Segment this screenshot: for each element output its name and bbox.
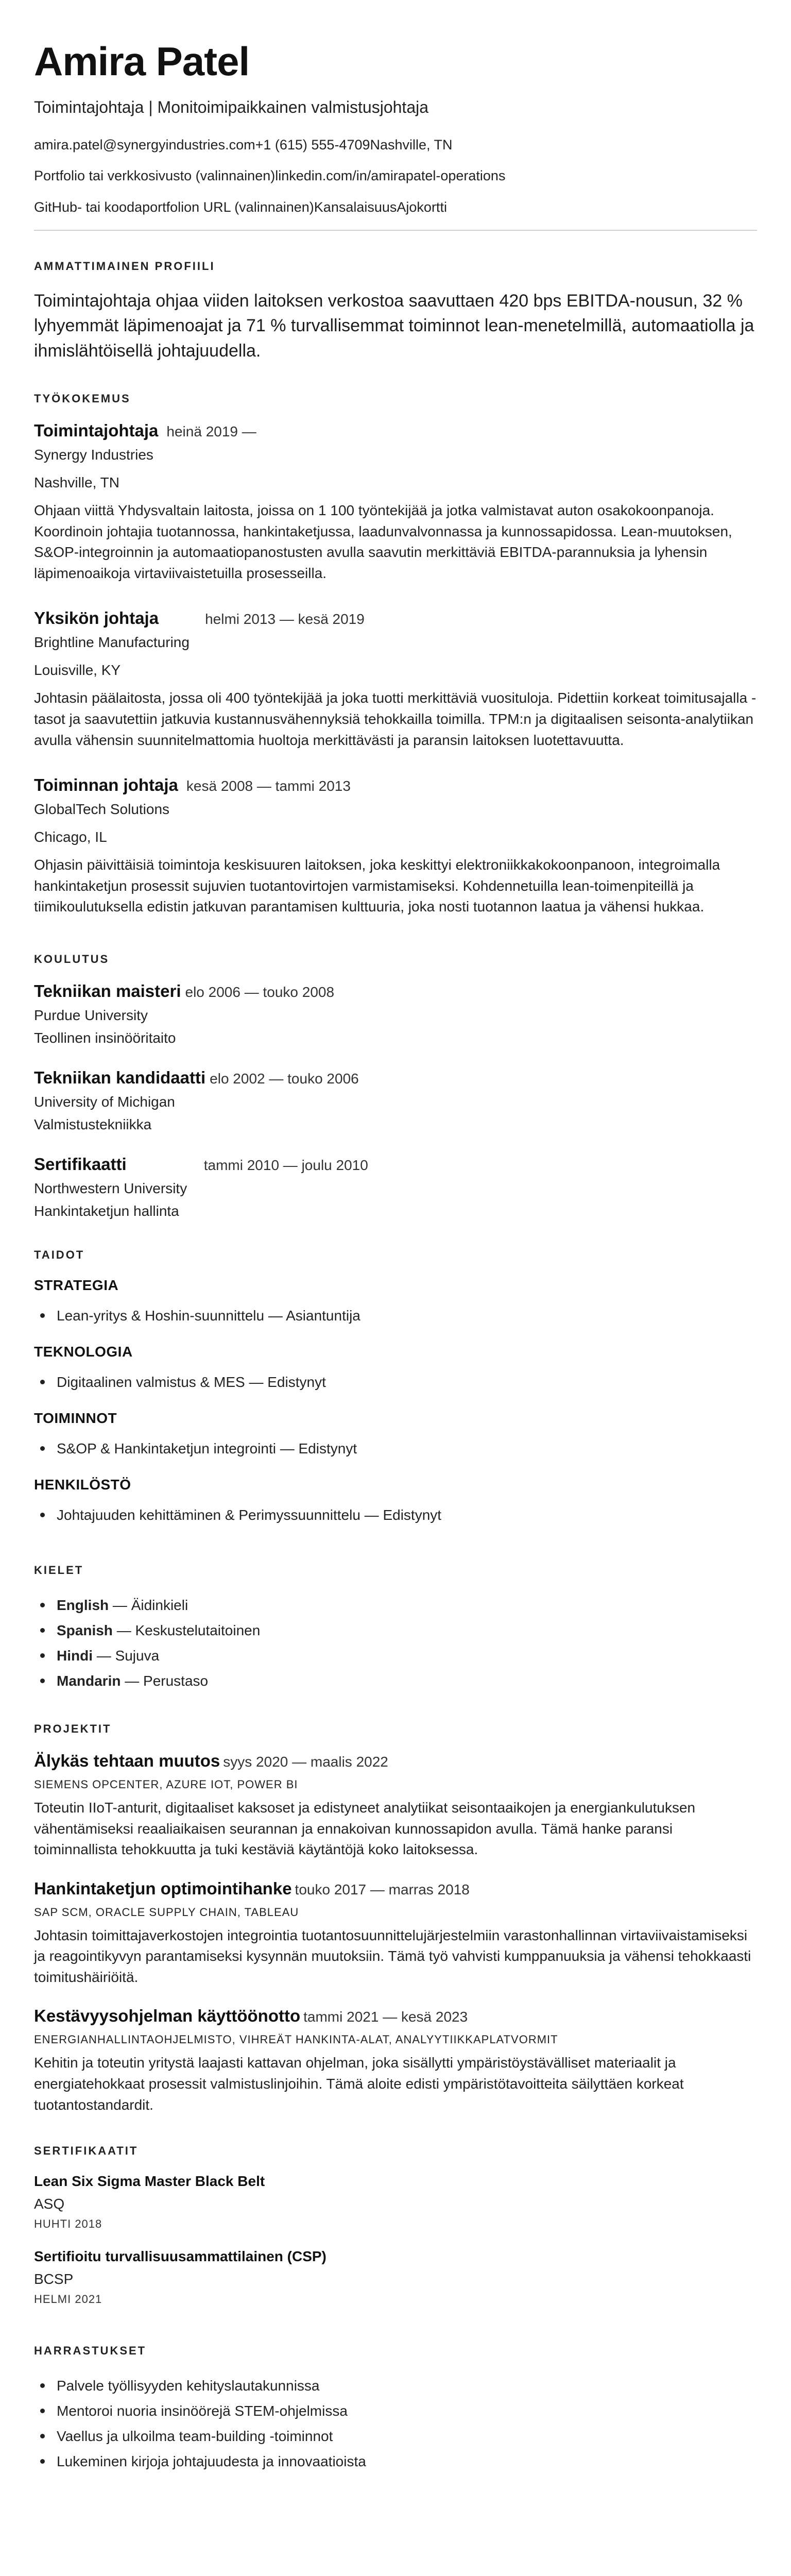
candidate-name: Amira Patel [34, 39, 250, 84]
project-title: Älykäs tehtaan muutos [34, 1751, 220, 1770]
section-title: PROJEKTIT [34, 1722, 112, 1735]
section-title: TYÖKOKEMUS [34, 392, 131, 405]
degree-title: Tekniikan maisteri [34, 981, 181, 1001]
education-item [34, 1155, 757, 1219]
field-of-study: Teollinen insinööritaito [34, 1029, 176, 1046]
education-date: tammi 2010 — joulu 2010 [203, 1157, 368, 1173]
skill-category: TEKNOLOGIA [34, 1343, 133, 1360]
hobby-list [34, 2373, 757, 2474]
hobbies-section [34, 2324, 757, 2474]
company-name: Brightline Manufacturing [34, 634, 190, 651]
section-title: AMMATTIMAINEN PROFIILI [34, 260, 215, 273]
project-date: tammi 2021 — kesä 2023 [303, 2009, 468, 2025]
job-description: Ohjaan viittä Yhdysvaltain laitosta, joissa on 1 100 työntekijää ja jotka valmistavat auton osakokoonpanoja. Koordinoin johtajia tuotannossa, hankintaketjussa, laadunvalvonnassa ja kunnossapidossa. Lean-muutoksen, S&OP-integroinnin ja automaatiopanostusten avulla saavutin merkittäviä EBITDA-parannuksia ja lyhensin läpimenoaikoja virtaviivaistetuilla prosesseilla. [34, 502, 732, 581]
project-title: Kestävyysohjelman käyttöönotto [34, 2006, 301, 2026]
skill-group [34, 1277, 757, 1328]
separator: — [112, 1622, 135, 1638]
job-date: heinä 2019 — [166, 423, 256, 439]
section-title: TAIDOT [34, 1248, 85, 1261]
hobby-item: Mentoroi nuoria insinöörejä STEM-ohjelmissa [34, 2398, 757, 2424]
contact-row-1 [34, 137, 757, 153]
experience-item [34, 775, 757, 918]
profile-section [34, 231, 757, 363]
experience-section [34, 363, 757, 918]
hobby-item: Lukeminen kirjoja johtajuudesta ja innovaatioista [34, 2449, 757, 2474]
portfolio-link[interactable]: Portfolio tai verkkosivusto (valinnainen) [34, 168, 276, 184]
separator: — [93, 1647, 115, 1664]
company-name: Synergy Industries [34, 446, 153, 463]
language-item [34, 1592, 757, 1618]
language-level: Sujuva [115, 1647, 160, 1664]
education-date: elo 2006 — touko 2008 [185, 984, 335, 1000]
contact-row-3 [34, 199, 757, 215]
resume-header [34, 41, 757, 231]
experience-item [34, 608, 757, 751]
section-title: KOULUTUS [34, 952, 110, 965]
school-name: Purdue University [34, 1007, 148, 1023]
education-item [34, 981, 757, 1046]
education-date: elo 2002 — touko 2006 [210, 1070, 359, 1087]
skill-category: STRATEGIA [34, 1277, 119, 1293]
language-name: English [57, 1597, 109, 1613]
language-name: Mandarin [57, 1672, 121, 1689]
driving-license-text: Ajokortti [397, 199, 447, 215]
email-link[interactable]: amira.patel@synergyindustries.com [34, 137, 255, 152]
project-technologies: SAP SCM, ORACLE SUPPLY CHAIN, TABLEAU [34, 1905, 299, 1919]
language-list [34, 1592, 757, 1693]
linkedin-link[interactable]: linkedin.com/in/amirapatel-operations [275, 168, 506, 184]
contact-row-2 [34, 167, 757, 184]
hobby-item: Palvele työllisyyden kehityslautakunnissa [34, 2373, 757, 2398]
project-date: syys 2020 — maalis 2022 [223, 1753, 388, 1770]
degree-title: Sertifikaatti [34, 1154, 127, 1174]
job-description: Ohjasin päivittäisiä toimintoja keskisuuren laitoksen, joka keskittyi elektroniikkakokoonpanoon, integroimalla hankintaketjun prosessit sujuvien tuotantovirtojen varmistamiseksi. Kohdennetuilla lean-toimenpiteillä ja tiimikoulutuksella edistin jatkuvan parantamisen kulttuuria, joka nosti tuotannon laatua ja vähensi hukkaa. [34, 857, 720, 915]
field-of-study: Hankintaketjun hallinta [34, 1202, 179, 1219]
job-location: Chicago, IL [34, 829, 107, 845]
education-section [34, 942, 757, 1219]
project-item [34, 2006, 757, 2115]
location-text: Nashville, TN [370, 137, 453, 152]
job-location: Louisville, KY [34, 662, 121, 679]
skill-item: Digitaalinen valmistus & MES — Edistynyt [34, 1369, 757, 1395]
certification-issuer: ASQ [34, 2196, 65, 2212]
language-name: Hindi [57, 1647, 93, 1664]
skill-group [34, 1477, 757, 1528]
languages-section [34, 1543, 757, 1693]
section-title: KIELET [34, 1563, 84, 1577]
skill-item: S&OP & Hankintaketjun integrointi — Edistynyt [34, 1436, 757, 1461]
project-item [34, 1879, 757, 1988]
project-technologies: ENERGIANHALLINTAOHJELMISTO, VIHREÄT HANKINTA-ALAT, ANALYYTIIKKAPLATVORMIT [34, 2033, 558, 2046]
phone-link[interactable]: +1 (615) 555-4709 [255, 137, 370, 152]
skill-category: HENKILÖSTÖ [34, 1476, 131, 1493]
certification-date: HELMI 2021 [34, 2293, 102, 2306]
citizenship-text: Kansalaisuus [314, 199, 397, 215]
certification-issuer: BCSP [34, 2271, 74, 2287]
project-title: Hankintaketjun optimointihanke [34, 1878, 292, 1898]
certification-item [34, 2173, 757, 2231]
hobby-item: Vaellus ja ulkoilma team-building -toiminnot [34, 2424, 757, 2449]
company-name: GlobalTech Solutions [34, 801, 170, 818]
job-description: Johtasin päälaitosta, jossa oli 400 työntekijää ja joka tuotti merkittäviä vuosituloja. Pidettiin korkeat toimitusajalla -tasot ja saavutettiin jatkuvia kustannusvähennyksiä tehokkailla toimilla. TPM:n ja digitaalisen seisonta-analytiikan avulla vähensin suunnitelmattomia huoltoja merkittävästi ja paransin laitoksen luotettavuutta. [34, 690, 756, 748]
skill-category: TOIMINNOT [34, 1410, 117, 1426]
education-item [34, 1068, 757, 1133]
github-link[interactable]: GitHub- tai koodaportfolion URL (valinnainen) [34, 199, 314, 215]
skill-group [34, 1410, 757, 1461]
certification-name: Lean Six Sigma Master Black Belt [34, 2173, 265, 2190]
project-description: Toteutin IIoT-anturit, digitaaliset kaksoset ja edistyneet analytiikat seisontaaikojen ja energiankulutuksen vähentämiseksi reaaliaikaisen seurannan ja ennakoivan kunnossapidon avulla. Tämä hanke paransi toiminnallista tehokkuutta ja tuki kestäviä käytäntöjä koko laitoksessa. [34, 1799, 696, 1858]
certifications-section [34, 2134, 757, 2306]
section-title: SERTIFIKAATIT [34, 2144, 139, 2158]
profile-summary: Toimintajohtaja ohjaa viiden laitoksen verkostoa saavuttaen 420 bps EBITDA-nousun, 32 % lyhyemmät läpimenoajat ja 71 % turvallisemmat toiminnot lean-menetelmillä, automaatiolla ja ihmislähtöisellä johtajuudella. [34, 291, 754, 361]
job-title: Toiminnan johtaja [34, 775, 178, 795]
project-item [34, 1751, 757, 1860]
project-description: Kehitin ja toteutin yritystä laajasti kattavan ohjelman, joka sisällytti ympäristöystävälliset materiaalit ja energiatehokkaat prosessit valmistuslinjoihin. Tämä aloite edisti ympäristötavoitteita säilyttäen korkeat tuotantostandardit. [34, 2055, 684, 2113]
school-name: University of Michigan [34, 1093, 175, 1110]
section-title: HARRASTUKSET [34, 2344, 147, 2358]
projects-section [34, 1693, 757, 2115]
language-level: Keskustelutaitoinen [135, 1622, 261, 1638]
degree-title: Tekniikan kandidaatti [34, 1067, 206, 1087]
job-title: Yksikön johtaja [34, 608, 159, 628]
language-level: Perustaso [143, 1672, 209, 1689]
job-date: kesä 2008 — tammi 2013 [186, 778, 351, 794]
skill-item: Lean-yritys & Hoshin-suunnittelu — Asiantuntija [34, 1303, 757, 1328]
skills-section [34, 1241, 757, 1528]
job-date: helmi 2013 — kesä 2019 [205, 611, 365, 628]
job-title: Toimintajohtaja [34, 420, 159, 440]
language-level: Äidinkieli [131, 1597, 188, 1613]
school-name: Northwestern University [34, 1180, 187, 1196]
language-item [34, 1668, 757, 1693]
certification-name: Sertifioitu turvallisuusammattilainen (CSP) [34, 2248, 326, 2265]
experience-item [34, 421, 757, 584]
separator: — [109, 1597, 131, 1613]
certification-item [34, 2248, 757, 2306]
project-date: touko 2017 — marras 2018 [295, 1881, 470, 1897]
language-item [34, 1618, 757, 1643]
project-technologies: SIEMENS OPCENTER, AZURE IOT, POWER BI [34, 1777, 298, 1791]
language-item [34, 1643, 757, 1668]
certification-date: HUHTI 2018 [34, 2217, 102, 2231]
language-name: Spanish [57, 1622, 113, 1638]
separator: — [121, 1672, 144, 1689]
headline: Toimintajohtaja | Monitoimipaikkainen valmistusjohtaja [34, 98, 429, 116]
skill-group [34, 1344, 757, 1395]
job-location: Nashville, TN [34, 474, 119, 490]
field-of-study: Valmistustekniikka [34, 1116, 152, 1132]
project-description: Johtasin toimittajaverkostojen integrointia tuotantosuunnittelujärjestelmiin varastonhallinnan virtaviivaistamiseksi ja reagointikyvyn parantamiseksi kysynnän muutoksiin. Tämä työ vahvisti kumppanuuksia ja vähensi tehokkaasti toimitushäiriöitä. [34, 1927, 751, 1985]
skill-item: Johtajuuden kehittäminen & Perimyssuunnittelu — Edistynyt [34, 1502, 757, 1528]
